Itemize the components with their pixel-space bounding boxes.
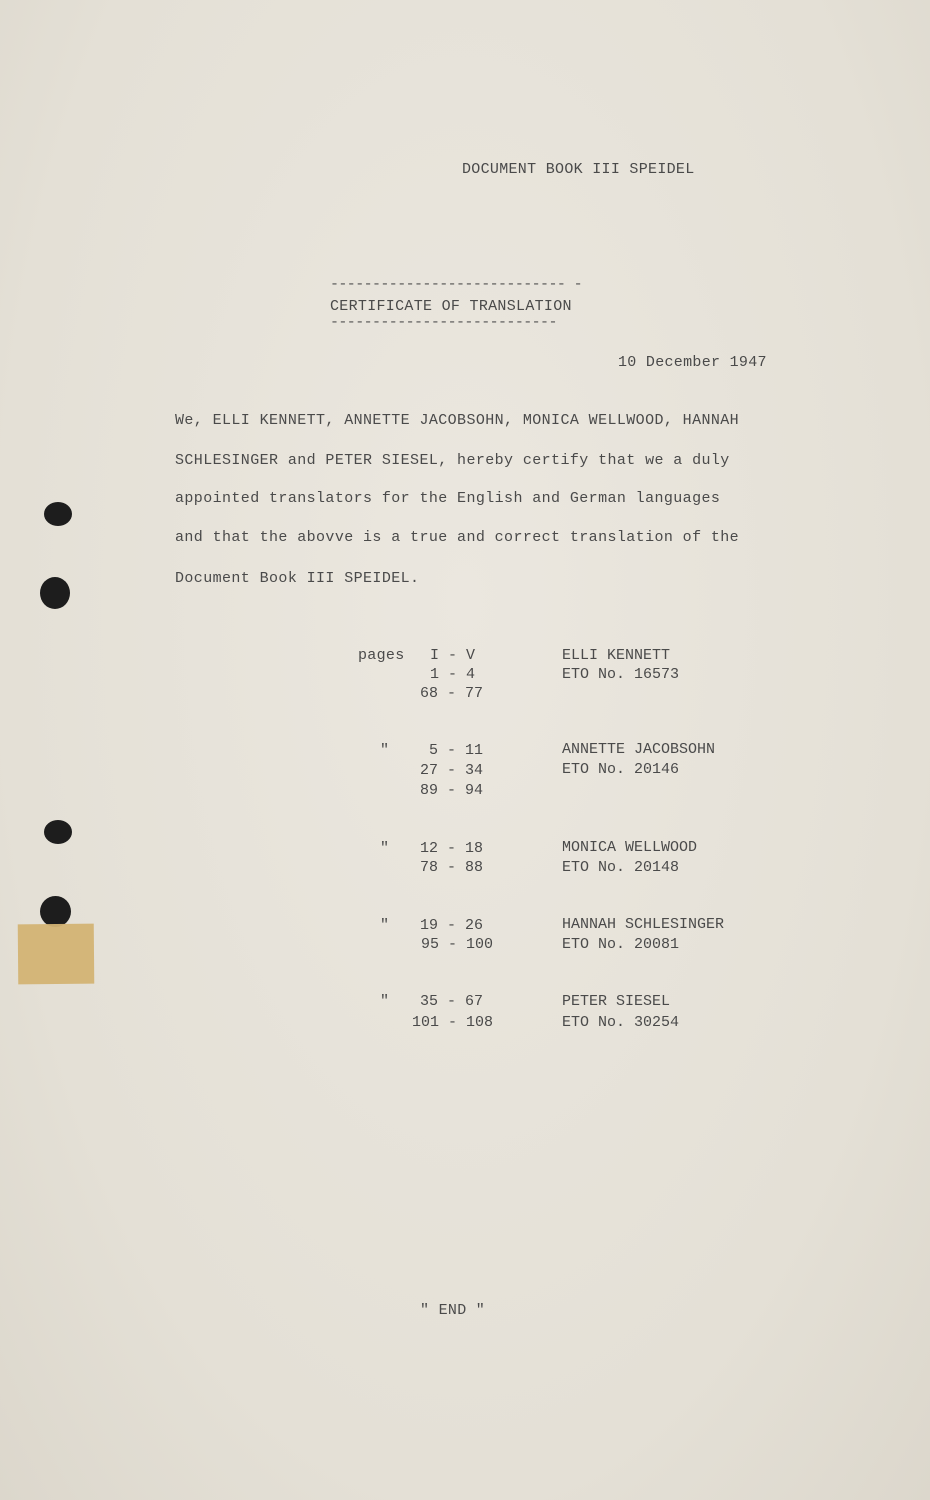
body-line-2: SCHLESINGER and PETER SIESEL, hereby certify that we a duly — [175, 452, 730, 469]
page-range: 35 - 67 — [419, 993, 483, 1010]
page-range: 95 - 100 — [420, 936, 493, 953]
page-range: 19 - 26 — [419, 917, 483, 934]
end-marker: " END " — [420, 1302, 486, 1319]
translator-name: HANNAH SCHLESINGER — [562, 916, 725, 933]
page-range: 1 - 4 — [429, 666, 475, 683]
pages-label: pages — [358, 647, 405, 664]
ditto-mark: " — [380, 993, 390, 1010]
translator-name: MONICA WELLWOOD — [562, 839, 698, 856]
page-range: 68 - 77 — [419, 685, 483, 702]
ditto-mark: " — [380, 917, 390, 934]
page-range: 12 - 18 — [419, 840, 483, 857]
translator-name: ANNETTE JACOBSOHN — [562, 741, 716, 758]
document-header: DOCUMENT BOOK III SPEIDEL — [462, 161, 695, 178]
page-range: 27 - 34 — [419, 762, 483, 779]
body-line-4: and that the abovve is a true and correct translation of the — [175, 529, 740, 546]
punch-hole — [40, 896, 71, 927]
translator-eto: ETO No. 20146 — [562, 761, 680, 778]
body-line-3: appointed translators for the English and German languages — [175, 490, 721, 507]
ditto-mark: " — [380, 742, 390, 759]
page-range: I - V — [429, 647, 475, 664]
certificate-title: CERTIFICATE OF TRANSLATION — [330, 298, 572, 315]
translator-name: PETER SIESEL — [562, 993, 671, 1010]
translator-name: ELLI KENNETT — [562, 647, 671, 664]
translator-eto: ETO No. 30254 — [562, 1014, 680, 1031]
punch-hole — [44, 502, 72, 526]
tape-strip — [18, 924, 95, 985]
page-range: 101 - 108 — [411, 1014, 493, 1031]
dash-separator-bottom: --------------------------- — [330, 314, 557, 331]
punch-hole — [40, 577, 70, 609]
page-range: 78 - 88 — [419, 859, 483, 876]
dash-separator-top: ---------------------------- - — [330, 276, 583, 293]
punch-hole — [44, 820, 72, 844]
page-range: 5 - 11 — [428, 742, 483, 759]
translator-eto: ETO No. 16573 — [562, 666, 680, 683]
body-line-1: We, ELLI KENNETT, ANNETTE JACOBSOHN, MONICA WELLWOOD, HANNAH — [175, 412, 740, 429]
translator-eto: ETO No. 20148 — [562, 859, 680, 876]
ditto-mark: " — [380, 840, 390, 857]
page-range: 89 - 94 — [419, 782, 483, 799]
certificate-date: 10 December 1947 — [618, 354, 767, 371]
translator-eto: ETO No. 20081 — [562, 936, 680, 953]
body-line-5: Document Book III SPEIDEL. — [175, 570, 420, 587]
